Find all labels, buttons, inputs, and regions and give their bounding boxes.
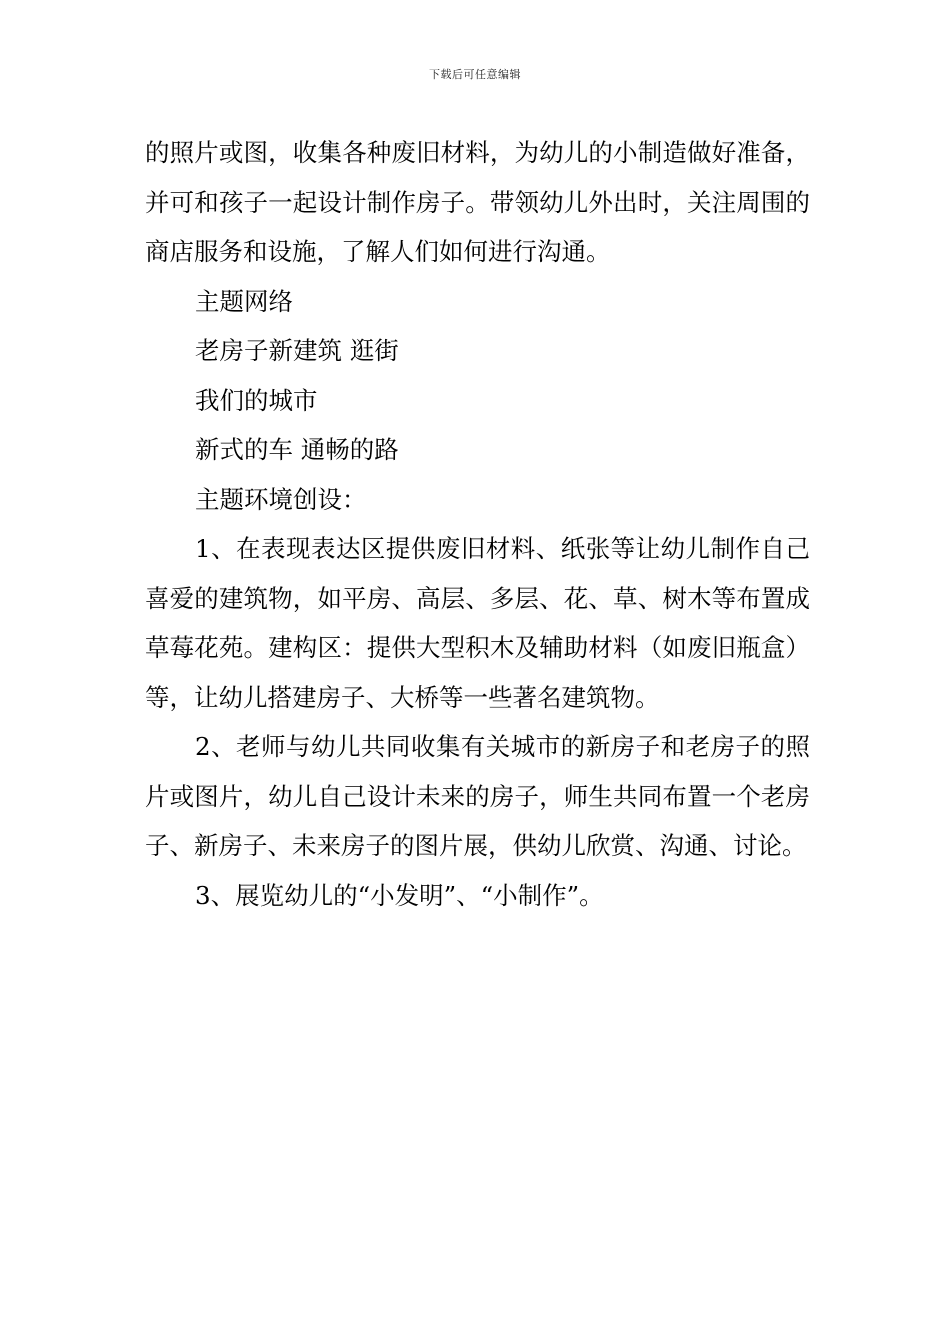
section-heading-theme-network: 主题网络 xyxy=(195,286,293,316)
numbered-paragraph: 2、老师与幼儿共同收集有关城市的新房子和老房子的照片或图片，幼儿自己设计未来的房子，师生共同布置一个老房子、新房子、未来房子的图片展，供幼儿欣赏、沟通、讨论。 xyxy=(145,732,810,860)
paragraph-continuation: 的照片或图，收集各种废旧材料，为幼儿的小制造做好准备，并可和孩子一起设计制作房子。带领幼儿外出时，关注周围的商店服务和设施，了解人们如何进行沟通。 xyxy=(145,138,810,266)
document-body xyxy=(145,128,810,920)
network-item: 老房子新建筑 逛街 xyxy=(195,336,399,365)
section-heading-environment: 主题环境创设： xyxy=(195,484,367,514)
header-note: 下载后可任意编辑 xyxy=(429,68,521,81)
numbered-paragraph: 1、在表现表达区提供废旧材料、纸张等让幼儿制作自己喜爱的建筑物，如平房、高层、多层、花、草、树木等布置成草莓花苑。建构区：提供大型积木及辅助材料（如废旧瓶盒）等，让幼儿搭建房子、大桥等一些著名建筑物。 xyxy=(145,534,810,712)
network-item: 新式的车 通畅的路 xyxy=(195,435,399,464)
numbered-paragraph: 3、展览幼儿的“小发明”、“小制作”。 xyxy=(195,880,604,910)
network-item: 我们的城市 xyxy=(195,385,318,415)
